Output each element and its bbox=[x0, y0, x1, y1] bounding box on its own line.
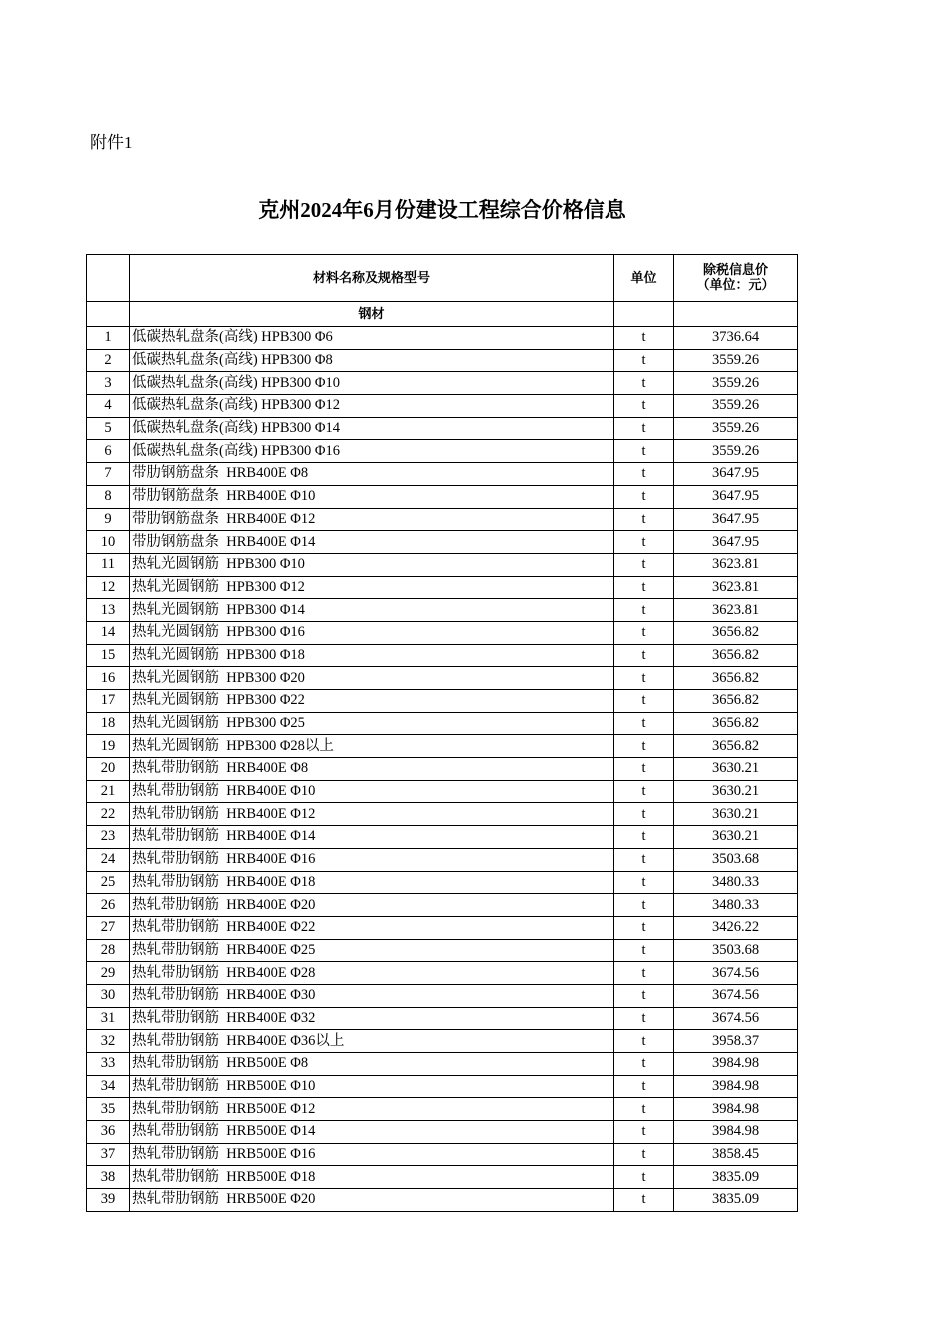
unit: t bbox=[614, 417, 674, 440]
row-number: 24 bbox=[87, 848, 130, 871]
row-number: 12 bbox=[87, 576, 130, 599]
material-name: 热轧带肋钢筋 HRB500E Φ8 bbox=[130, 1053, 614, 1076]
table-row bbox=[87, 553, 798, 576]
table-row bbox=[87, 463, 798, 486]
unit: t bbox=[614, 826, 674, 849]
price: 3656.82 bbox=[674, 712, 798, 735]
table-row bbox=[87, 440, 798, 463]
price: 3426.22 bbox=[674, 916, 798, 939]
unit: t bbox=[614, 803, 674, 826]
table-row bbox=[87, 667, 798, 690]
header-name: 材料名称及规格型号 bbox=[130, 255, 614, 302]
table-row bbox=[87, 372, 798, 395]
unit: t bbox=[614, 599, 674, 622]
unit: t bbox=[614, 848, 674, 871]
price: 3984.98 bbox=[674, 1053, 798, 1076]
unit: t bbox=[614, 871, 674, 894]
table-row bbox=[87, 1143, 798, 1166]
table-row bbox=[87, 417, 798, 440]
unit: t bbox=[614, 508, 674, 531]
price: 3674.56 bbox=[674, 984, 798, 1007]
table-row bbox=[87, 485, 798, 508]
row-number: 20 bbox=[87, 758, 130, 781]
unit: t bbox=[614, 553, 674, 576]
price: 3984.98 bbox=[674, 1098, 798, 1121]
price: 3559.26 bbox=[674, 440, 798, 463]
table-row bbox=[87, 576, 798, 599]
price: 3835.09 bbox=[674, 1166, 798, 1189]
material-name: 热轧带肋钢筋 HRB400E Φ18 bbox=[130, 871, 614, 894]
row-number: 15 bbox=[87, 644, 130, 667]
table-row bbox=[87, 395, 798, 418]
row-number: 2 bbox=[87, 349, 130, 372]
row-number: 30 bbox=[87, 984, 130, 1007]
table-row bbox=[87, 1166, 798, 1189]
unit: t bbox=[614, 531, 674, 554]
unit: t bbox=[614, 1189, 674, 1212]
category-row bbox=[87, 302, 798, 327]
price: 3656.82 bbox=[674, 735, 798, 758]
table-row bbox=[87, 758, 798, 781]
row-number: 14 bbox=[87, 621, 130, 644]
price: 3656.82 bbox=[674, 621, 798, 644]
material-name: 热轧带肋钢筋 HRB400E Φ10 bbox=[130, 780, 614, 803]
material-name: 热轧带肋钢筋 HRB400E Φ36以上 bbox=[130, 1030, 614, 1053]
material-name: 带肋钢筋盘条 HRB400E Φ10 bbox=[130, 485, 614, 508]
price: 3630.21 bbox=[674, 780, 798, 803]
unit: t bbox=[614, 1007, 674, 1030]
table-row bbox=[87, 803, 798, 826]
row-number: 32 bbox=[87, 1030, 130, 1053]
row-number: 4 bbox=[87, 395, 130, 418]
unit: t bbox=[614, 1053, 674, 1076]
material-name: 热轧光圆钢筋 HPB300 Φ28以上 bbox=[130, 735, 614, 758]
unit: t bbox=[614, 372, 674, 395]
material-name: 热轧光圆钢筋 HPB300 Φ18 bbox=[130, 644, 614, 667]
unit: t bbox=[614, 962, 674, 985]
table-row bbox=[87, 826, 798, 849]
row-number: 11 bbox=[87, 553, 130, 576]
material-name: 热轧带肋钢筋 HRB500E Φ18 bbox=[130, 1166, 614, 1189]
row-number: 3 bbox=[87, 372, 130, 395]
table-row bbox=[87, 712, 798, 735]
price: 3656.82 bbox=[674, 690, 798, 713]
material-name: 热轧带肋钢筋 HRB400E Φ32 bbox=[130, 1007, 614, 1030]
unit: t bbox=[614, 621, 674, 644]
row-number: 17 bbox=[87, 690, 130, 713]
price: 3480.33 bbox=[674, 894, 798, 917]
unit: t bbox=[614, 712, 674, 735]
table-row bbox=[87, 621, 798, 644]
attachment-label: 附件1 bbox=[90, 133, 133, 152]
price: 3503.68 bbox=[674, 939, 798, 962]
material-name: 热轧光圆钢筋 HPB300 Φ22 bbox=[130, 690, 614, 713]
price: 3623.81 bbox=[674, 576, 798, 599]
material-name: 热轧光圆钢筋 HPB300 Φ20 bbox=[130, 667, 614, 690]
row-number: 9 bbox=[87, 508, 130, 531]
unit: t bbox=[614, 1121, 674, 1144]
material-name: 热轧带肋钢筋 HRB400E Φ16 bbox=[130, 848, 614, 871]
table-row bbox=[87, 1098, 798, 1121]
row-number: 37 bbox=[87, 1143, 130, 1166]
price: 3630.21 bbox=[674, 758, 798, 781]
row-number: 19 bbox=[87, 735, 130, 758]
header-unit: 单位 bbox=[614, 255, 674, 302]
price: 3736.64 bbox=[674, 327, 798, 350]
table-row bbox=[87, 916, 798, 939]
unit: t bbox=[614, 395, 674, 418]
table-row bbox=[87, 644, 798, 667]
price: 3647.95 bbox=[674, 463, 798, 486]
table-row bbox=[87, 349, 798, 372]
material-name: 热轧带肋钢筋 HRB500E Φ16 bbox=[130, 1143, 614, 1166]
price: 3623.81 bbox=[674, 553, 798, 576]
row-number: 26 bbox=[87, 894, 130, 917]
row-number: 13 bbox=[87, 599, 130, 622]
material-name: 热轧光圆钢筋 HPB300 Φ25 bbox=[130, 712, 614, 735]
table-row bbox=[87, 1053, 798, 1076]
row-number: 18 bbox=[87, 712, 130, 735]
header-no bbox=[87, 255, 130, 302]
price: 3647.95 bbox=[674, 531, 798, 554]
unit: t bbox=[614, 939, 674, 962]
document-title: 克州2024年6月份建设工程综合价格信息 bbox=[258, 198, 626, 222]
row-number: 31 bbox=[87, 1007, 130, 1030]
table-row bbox=[87, 1007, 798, 1030]
material-name: 低碳热轧盘条(高线) HPB300 Φ8 bbox=[130, 349, 614, 372]
table-row bbox=[87, 848, 798, 871]
price: 3656.82 bbox=[674, 644, 798, 667]
row-number: 8 bbox=[87, 485, 130, 508]
row-number: 29 bbox=[87, 962, 130, 985]
material-name: 热轧带肋钢筋 HRB400E Φ30 bbox=[130, 984, 614, 1007]
price: 3503.68 bbox=[674, 848, 798, 871]
material-name: 带肋钢筋盘条 HRB400E Φ14 bbox=[130, 531, 614, 554]
material-name: 热轧带肋钢筋 HRB400E Φ22 bbox=[130, 916, 614, 939]
row-number: 5 bbox=[87, 417, 130, 440]
price: 3559.26 bbox=[674, 372, 798, 395]
unit: t bbox=[614, 894, 674, 917]
row-number: 36 bbox=[87, 1121, 130, 1144]
material-name: 热轧光圆钢筋 HPB300 Φ16 bbox=[130, 621, 614, 644]
header-price bbox=[674, 255, 798, 302]
price: 3858.45 bbox=[674, 1143, 798, 1166]
price: 3984.98 bbox=[674, 1075, 798, 1098]
table-row bbox=[87, 1030, 798, 1053]
price: 3480.33 bbox=[674, 871, 798, 894]
unit: t bbox=[614, 1075, 674, 1098]
material-name: 带肋钢筋盘条 HRB400E Φ12 bbox=[130, 508, 614, 531]
unit: t bbox=[614, 735, 674, 758]
table-row bbox=[87, 735, 798, 758]
table-row bbox=[87, 939, 798, 962]
material-name: 带肋钢筋盘条 HRB400E Φ8 bbox=[130, 463, 614, 486]
table-row bbox=[87, 780, 798, 803]
row-number: 35 bbox=[87, 1098, 130, 1121]
material-name: 热轧带肋钢筋 HRB400E Φ14 bbox=[130, 826, 614, 849]
material-name: 热轧带肋钢筋 HRB500E Φ12 bbox=[130, 1098, 614, 1121]
row-number: 34 bbox=[87, 1075, 130, 1098]
price: 3984.98 bbox=[674, 1121, 798, 1144]
unit: t bbox=[614, 1030, 674, 1053]
table-row bbox=[87, 327, 798, 350]
row-number: 38 bbox=[87, 1166, 130, 1189]
category-label: 钢材 bbox=[130, 302, 614, 327]
price: 3958.37 bbox=[674, 1030, 798, 1053]
price: 3647.95 bbox=[674, 485, 798, 508]
material-name: 热轧带肋钢筋 HRB400E Φ20 bbox=[130, 894, 614, 917]
table-row bbox=[87, 962, 798, 985]
price: 3674.56 bbox=[674, 962, 798, 985]
price: 3835.09 bbox=[674, 1189, 798, 1212]
price: 3630.21 bbox=[674, 803, 798, 826]
material-name: 热轧光圆钢筋 HPB300 Φ10 bbox=[130, 553, 614, 576]
material-name: 低碳热轧盘条(高线) HPB300 Φ14 bbox=[130, 417, 614, 440]
price: 3630.21 bbox=[674, 826, 798, 849]
table-row bbox=[87, 690, 798, 713]
price: 3656.82 bbox=[674, 667, 798, 690]
header-row bbox=[87, 255, 798, 302]
unit: t bbox=[614, 349, 674, 372]
row-number: 21 bbox=[87, 780, 130, 803]
row-number: 39 bbox=[87, 1189, 130, 1212]
unit: t bbox=[614, 327, 674, 350]
row-number: 28 bbox=[87, 939, 130, 962]
unit: t bbox=[614, 780, 674, 803]
price: 3559.26 bbox=[674, 395, 798, 418]
table-row bbox=[87, 984, 798, 1007]
price: 3647.95 bbox=[674, 508, 798, 531]
row-number: 7 bbox=[87, 463, 130, 486]
material-name: 热轧带肋钢筋 HRB400E Φ8 bbox=[130, 758, 614, 781]
material-name: 热轧带肋钢筋 HRB400E Φ12 bbox=[130, 803, 614, 826]
table-row bbox=[87, 599, 798, 622]
table-row bbox=[87, 508, 798, 531]
row-number: 27 bbox=[87, 916, 130, 939]
row-number: 1 bbox=[87, 327, 130, 350]
material-name: 热轧光圆钢筋 HPB300 Φ14 bbox=[130, 599, 614, 622]
row-number: 25 bbox=[87, 871, 130, 894]
material-name: 热轧带肋钢筋 HRB400E Φ28 bbox=[130, 962, 614, 985]
table-row bbox=[87, 1121, 798, 1144]
price: 3674.56 bbox=[674, 1007, 798, 1030]
material-name: 热轧带肋钢筋 HRB500E Φ20 bbox=[130, 1189, 614, 1212]
material-name: 低碳热轧盘条(高线) HPB300 Φ12 bbox=[130, 395, 614, 418]
table-row bbox=[87, 1075, 798, 1098]
unit: t bbox=[614, 690, 674, 713]
unit: t bbox=[614, 984, 674, 1007]
table-row bbox=[87, 871, 798, 894]
price: 3559.26 bbox=[674, 417, 798, 440]
unit: t bbox=[614, 667, 674, 690]
price: 3559.26 bbox=[674, 349, 798, 372]
price: 3623.81 bbox=[674, 599, 798, 622]
row-number: 16 bbox=[87, 667, 130, 690]
unit: t bbox=[614, 1098, 674, 1121]
material-name: 热轧带肋钢筋 HRB500E Φ10 bbox=[130, 1075, 614, 1098]
price-table bbox=[86, 254, 798, 1212]
header-price-unit: （单位：元） bbox=[696, 278, 775, 293]
row-number: 22 bbox=[87, 803, 130, 826]
unit: t bbox=[614, 1166, 674, 1189]
material-name: 低碳热轧盘条(高线) HPB300 Φ10 bbox=[130, 372, 614, 395]
material-name: 低碳热轧盘条(高线) HPB300 Φ6 bbox=[130, 327, 614, 350]
row-number: 23 bbox=[87, 826, 130, 849]
unit: t bbox=[614, 485, 674, 508]
unit: t bbox=[614, 644, 674, 667]
unit: t bbox=[614, 1143, 674, 1166]
row-number: 10 bbox=[87, 531, 130, 554]
row-number: 6 bbox=[87, 440, 130, 463]
row-number: 33 bbox=[87, 1053, 130, 1076]
header-price-label: 除税信息价 bbox=[702, 263, 768, 278]
material-name: 热轧光圆钢筋 HPB300 Φ12 bbox=[130, 576, 614, 599]
unit: t bbox=[614, 916, 674, 939]
material-name: 热轧带肋钢筋 HRB400E Φ25 bbox=[130, 939, 614, 962]
table-row bbox=[87, 1189, 798, 1212]
table-row bbox=[87, 531, 798, 554]
unit: t bbox=[614, 463, 674, 486]
unit: t bbox=[614, 758, 674, 781]
table-row bbox=[87, 894, 798, 917]
unit: t bbox=[614, 440, 674, 463]
unit: t bbox=[614, 576, 674, 599]
material-name: 热轧带肋钢筋 HRB500E Φ14 bbox=[130, 1121, 614, 1144]
material-name: 低碳热轧盘条(高线) HPB300 Φ16 bbox=[130, 440, 614, 463]
